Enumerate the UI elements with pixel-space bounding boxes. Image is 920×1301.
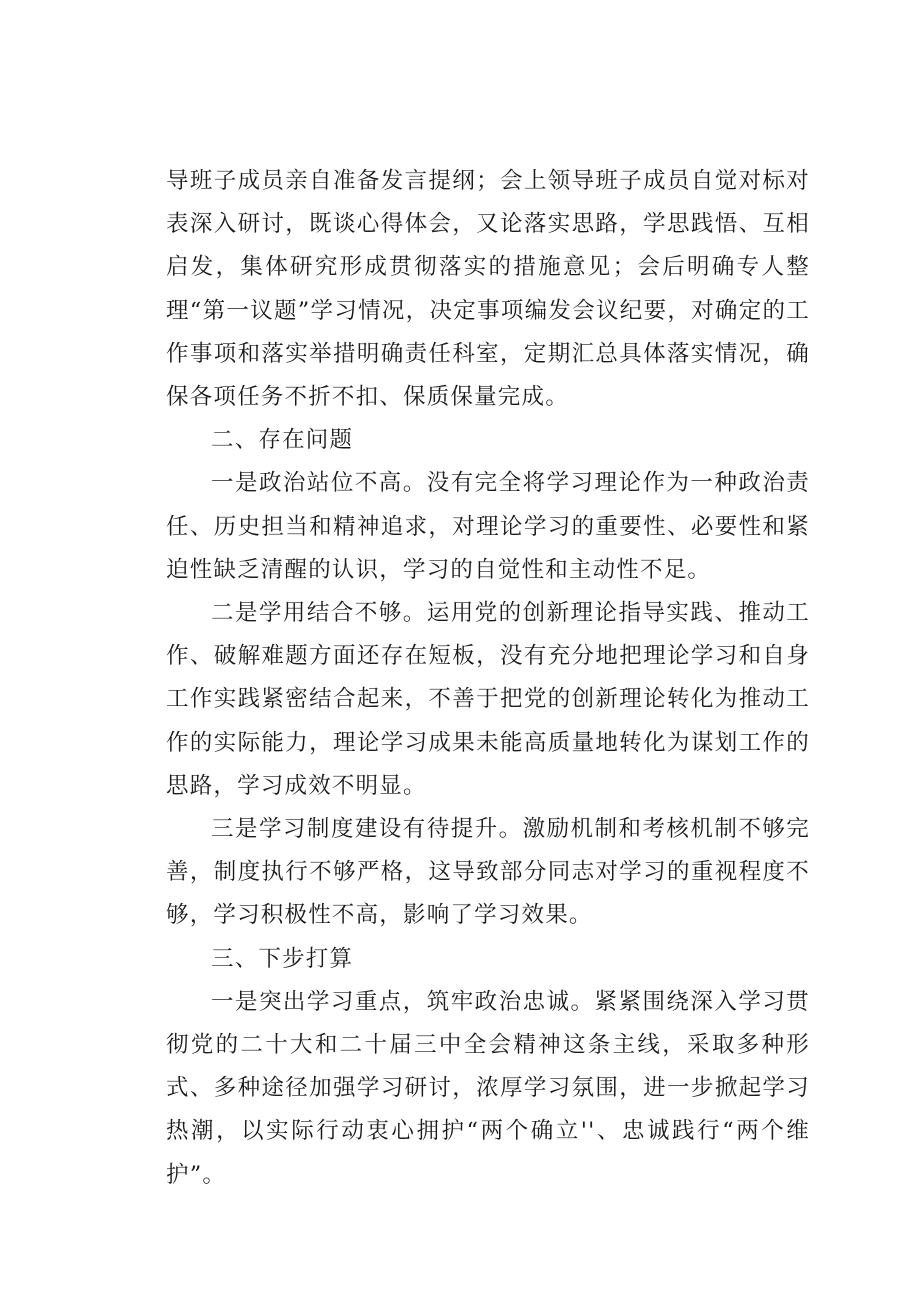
paragraph-continuation: 导班子成员亲自准备发言提纲；会上领导班子成员自觉对标对表深入研讨，既谈心得体会，又论落实思路，学思践悟、互相启发，集体研究形成贯彻落实的措施意见；会后明确专人整理“第一议题”学习情况，决定事项编发会议纪要，对确定的工作事项和落实举措明确责任科室，定期汇总具体落实情况，确保各项任务不折不扣、保质保量完成。 — [166, 168, 810, 411]
paragraph-problem-1: 一是政治站位不高。没有完全将学习理论作为一种政治责任、历史担当和精神追求，对理论学习的重要性、必要性和紧迫性缺乏清醒的认识，学习的自觉性和主动性不足。 — [166, 470, 810, 583]
paragraph-plan-1: 一是突出学习重点，筑牢政治忠诚。紧紧围绕深入学习贯彻党的二十大和二十届三中全会精神这条主线，采取多种形式、多种途径加强学习研讨，浓厚学习氛围，进一步掀起学习热潮，以实际行动衷心拥护“两个确立''、忠诚践行“两个维护”。 — [166, 988, 810, 1188]
section-heading-next-steps: 三、下步打算 — [211, 945, 354, 972]
paragraph-problem-3: 三是学习制度建设有待提升。激励机制和考核机制不够完善，制度执行不够严格，这导致部分同志对学习的重视程度不够，学习积极性不高，影响了学习效果。 — [166, 816, 810, 929]
paragraph-problem-2: 二是学用结合不够。运用党的创新理论指导实践、推动工作、破解难题方面还存在短板，没有充分地把理论学习和自身工作实践紧密结合起来，不善于把党的创新理论转化为推动工作的实际能力，理论学习成果未能高质量地转化为谋划工作的思路，学习成效不明显。 — [166, 600, 810, 799]
section-heading-problems: 二、存在问题 — [211, 427, 354, 454]
document-body — [166, 160, 810, 1197]
